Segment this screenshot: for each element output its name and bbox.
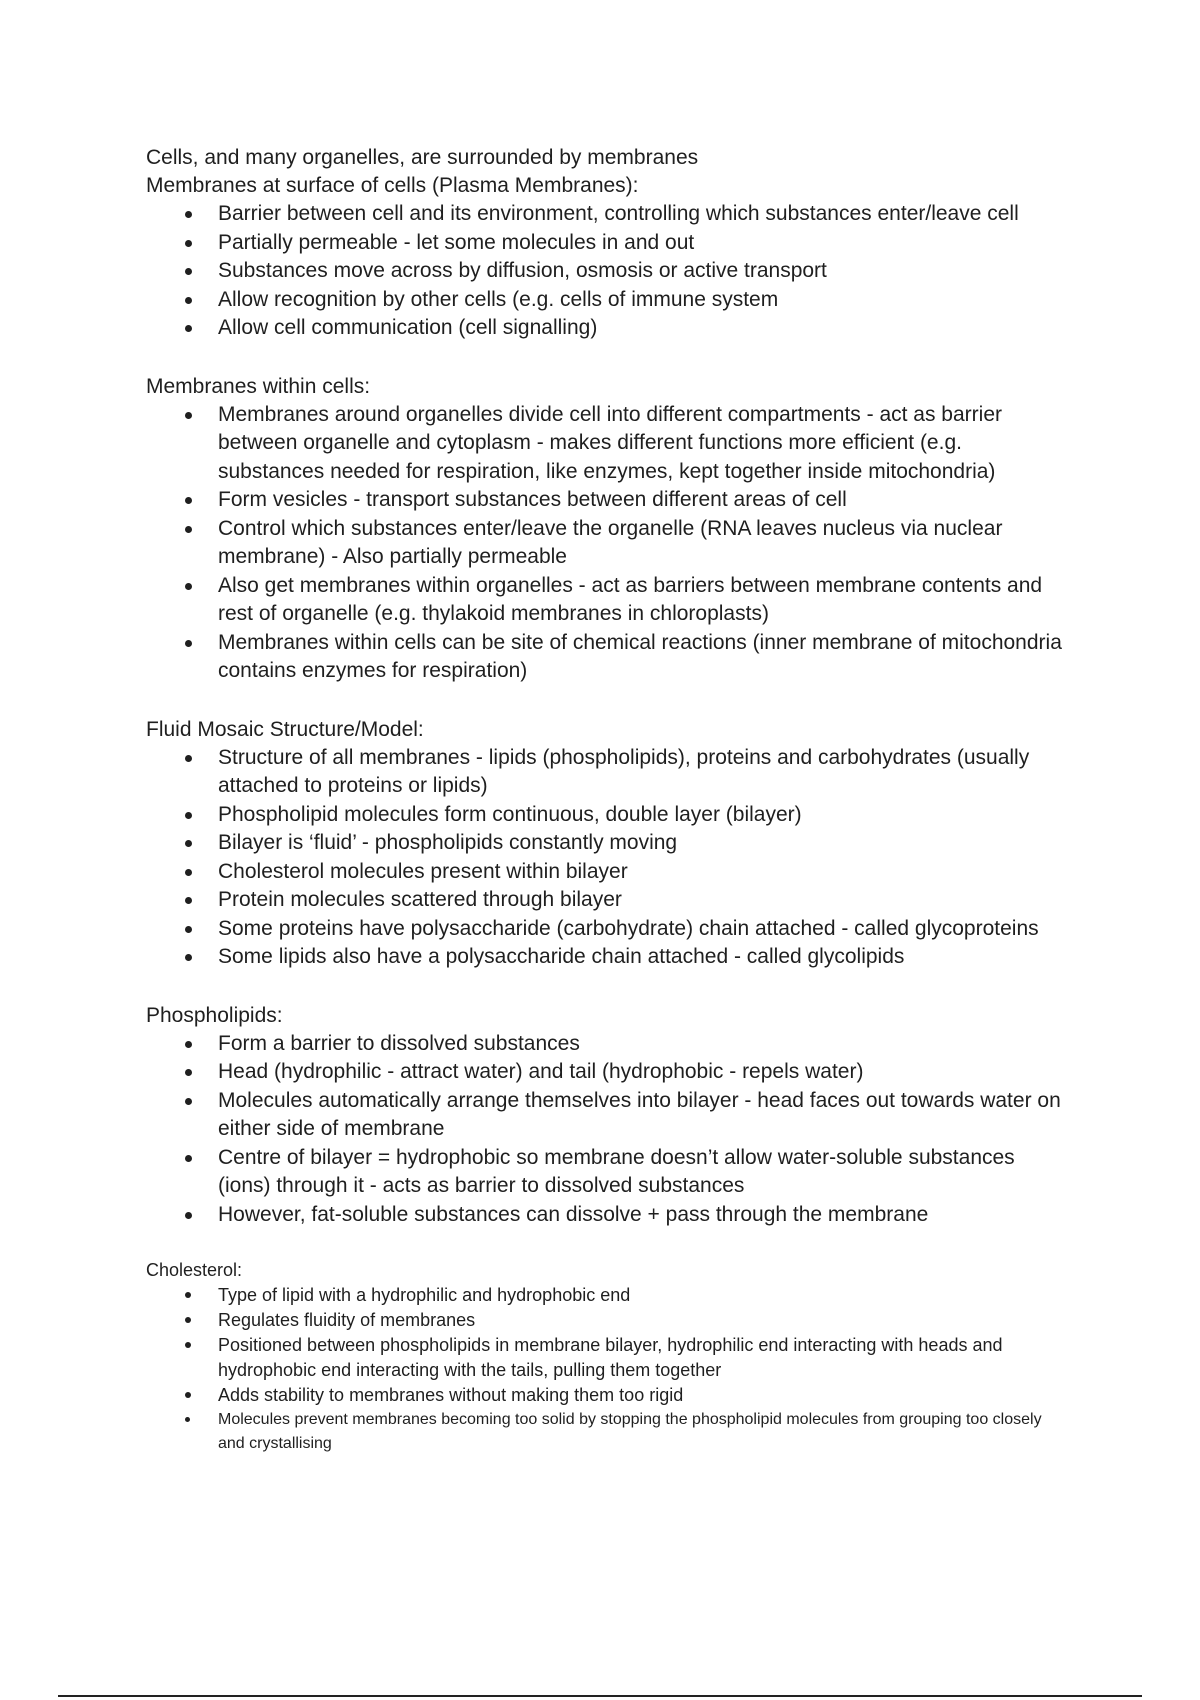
list-item: Control which substances enter/leave the organelle (RNA leaves nucleus via nuclear membrane) - Also partially permeable xyxy=(218,515,1066,572)
section-fluid-mosaic xyxy=(146,716,1066,972)
list-item: Partially permeable - let some molecules in and out xyxy=(218,229,1066,258)
list-item: Barrier between cell and its environment, controlling which substances enter/leave cell xyxy=(218,200,1066,229)
list-item: Allow recognition by other cells (e.g. cells of immune system xyxy=(218,286,1066,315)
list-item: Phospholipid molecules form continuous, double layer (bilayer) xyxy=(218,801,1066,830)
plasma-membranes-heading: Membranes at surface of cells (Plasma Membranes): xyxy=(146,174,639,197)
list-item: However, fat-soluble substances can dissolve + pass through the membrane xyxy=(218,1201,1066,1230)
within-cells-list xyxy=(146,401,1066,686)
list-item: Centre of bilayer = hydrophobic so membrane doesn’t allow water-soluble substances (ions) through it - acts as barrier to dissolved substances xyxy=(218,1144,1066,1201)
cholesterol-list xyxy=(146,1283,1066,1456)
section-phospholipids xyxy=(146,1002,1066,1230)
list-item: Positioned between phospholipids in membrane bilayer, hydrophilic end interacting with heads and hydrophobic end interacting with the tails, pulling them together xyxy=(218,1333,1066,1383)
section-heading: Cholesterol: xyxy=(146,1260,243,1280)
list-item: Head (hydrophilic - attract water) and tail (hydrophobic - repels water) xyxy=(218,1058,1066,1087)
list-item: Some lipids also have a polysaccharide chain attached - called glycolipids xyxy=(218,943,1066,972)
list-item: Molecules prevent membranes becoming too solid by stopping the phospholipid molecules from grouping too closely and crystallising xyxy=(218,1408,1066,1456)
list-item: Also get membranes within organelles - act as barriers between membrane contents and rest of organelle (e.g. thylakoid membranes in chloroplasts) xyxy=(218,572,1066,629)
section-cholesterol xyxy=(146,1257,1066,1456)
intro-line: Cells, and many organelles, are surrounded by membranes xyxy=(146,146,699,169)
list-item: Structure of all membranes - lipids (phospholipids), proteins and carbohydrates (usually attached to proteins or lipids) xyxy=(218,744,1066,801)
section-membranes-within-cells xyxy=(146,373,1066,686)
page-divider xyxy=(58,1695,1142,1697)
list-item: Form vesicles - transport substances between different areas of cell xyxy=(218,486,1066,515)
list-item: Regulates fluidity of membranes xyxy=(218,1308,1066,1333)
list-item: Some proteins have polysaccharide (carbohydrate) chain attached - called glycoproteins xyxy=(218,915,1066,944)
list-item: Protein molecules scattered through bilayer xyxy=(218,886,1066,915)
section-heading: Phospholipids: xyxy=(146,1003,283,1027)
list-item: Type of lipid with a hydrophilic and hydrophobic end xyxy=(218,1283,1066,1308)
section-heading: Fluid Mosaic Structure/Model: xyxy=(146,717,424,741)
list-item: Adds stability to membranes without making them too rigid xyxy=(218,1383,1066,1408)
list-item: Molecules automatically arrange themselves into bilayer - head faces out towards water on either side of membrane xyxy=(218,1087,1066,1144)
notes-page xyxy=(146,144,1066,1456)
list-item: Substances move across by diffusion, osmosis or active transport xyxy=(218,257,1066,286)
list-item: Membranes around organelles divide cell into different compartments - act as barrier between organelle and cytoplasm - makes different functions more efficient (e.g. substances needed for respiration, like enzymes, kept together inside mitochondria) xyxy=(218,401,1066,487)
plasma-membranes-list xyxy=(146,200,1066,343)
phospholipids-list xyxy=(146,1030,1066,1230)
list-item: Allow cell communication (cell signalling) xyxy=(218,314,1066,343)
fluid-mosaic-list xyxy=(146,744,1066,972)
list-item: Bilayer is ‘fluid’ - phospholipids constantly moving xyxy=(218,829,1066,858)
list-item: Form a barrier to dissolved substances xyxy=(218,1030,1066,1059)
list-item: Membranes within cells can be site of chemical reactions (inner membrane of mitochondria contains enzymes for respiration) xyxy=(218,629,1066,686)
section-heading: Membranes within cells: xyxy=(146,374,371,398)
list-item: Cholesterol molecules present within bilayer xyxy=(218,858,1066,887)
